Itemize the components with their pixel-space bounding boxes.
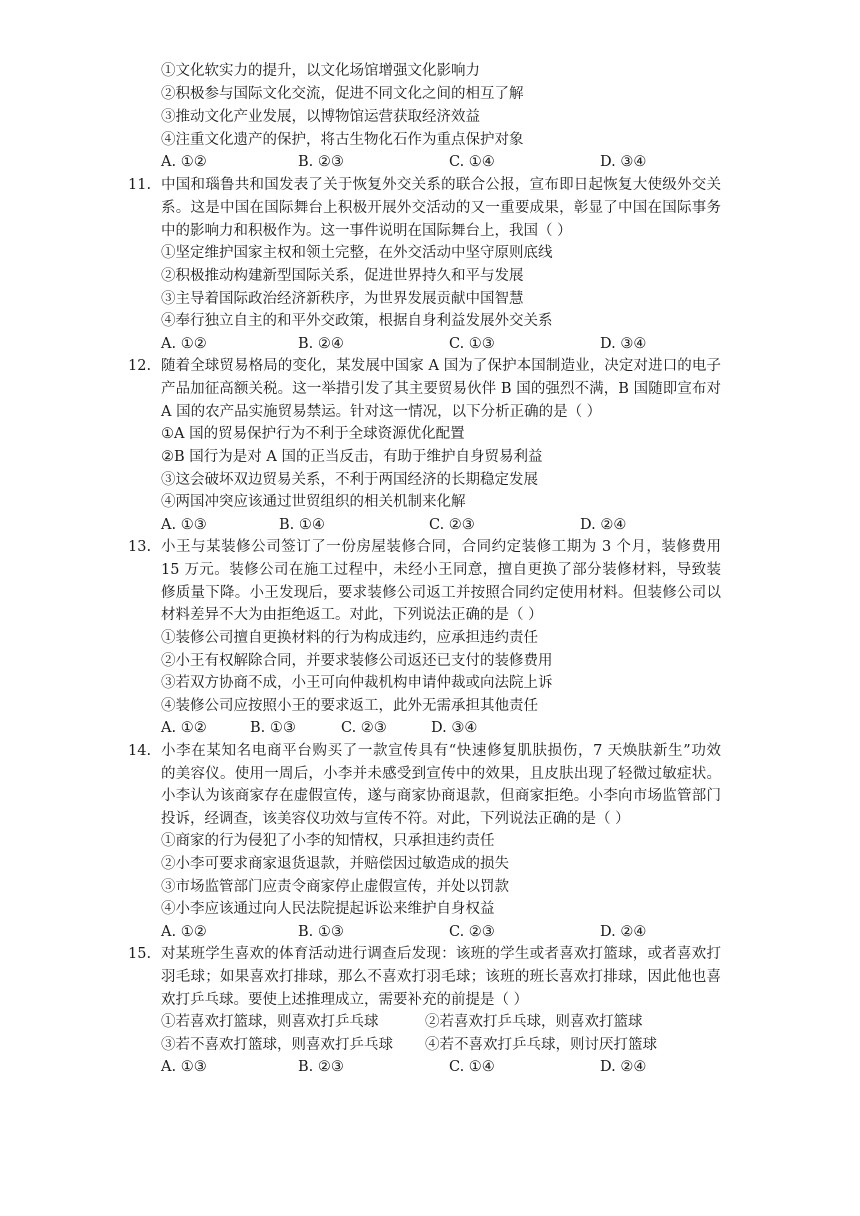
q14-option-c: C. ②③ — [449, 924, 495, 940]
q15-stem-1: 对某班学生喜欢的体育活动进行调查后发现：该班的学生或者喜欢打篮球，或者喜欢打 — [161, 946, 721, 962]
q14-option-b: B. ①③ — [298, 924, 344, 940]
q15-statement-2: ②若喜欢打乒乓球，则喜欢打篮球 — [425, 1014, 643, 1030]
q15-option-a: A. ①③ — [161, 1059, 207, 1075]
q13-option-d: D. ③④ — [431, 720, 478, 736]
q10-statement-3: ③推动文化产业发展，以博物馆运营获取经济效益 — [161, 109, 480, 125]
q15-option-c: C. ①④ — [449, 1059, 495, 1075]
q13-option-a: A. ①② — [161, 720, 207, 736]
q12-stem-1: 随着全球贸易格局的变化，某发展中国家 A 国为了保护本国制造业，决定对进口的电子 — [161, 358, 721, 374]
q11-statement-4: ④奉行独立自主的和平外交政策，根据自身利益发展外交关系 — [161, 313, 553, 329]
q10-statement-1: ①文化软实力的提升，以文化场馆增强文化影响力 — [161, 63, 480, 79]
q14-stem-2: 的美容仪。使用一周后，小李并未感受到宣传中的效果，且皮肤出现了轻微过敏症状。 — [161, 766, 721, 782]
q13-statement-1: ①装修公司擅自更换材料的行为构成违约，应承担违约责任 — [161, 630, 538, 646]
q11-option-c: C. ①③ — [449, 336, 495, 352]
q11-stem-3: 中的影响力和积极作为。这一事件说明在国际舞台上，我国（ ） — [161, 223, 572, 239]
q12-statement-3: ③这会破坏双边贸易关系，不利于两国经济的长期稳定发展 — [161, 472, 538, 488]
q12-statement-2: ②B 国行为是对 A 国的正当反击，有助于维护自身贸易利益 — [161, 449, 543, 465]
q14-option-d: D. ②④ — [600, 924, 647, 940]
q14-stem-1: 小李在某知名电商平台购买了一款宣传具有“快速修复肌肤损伤，7 天焕肤新生”功效 — [161, 743, 721, 759]
q15-statement-4: ④若不喜欢打乒乓球，则讨厌打篮球 — [425, 1037, 657, 1053]
q13-statement-2: ②小王有权解除合同，并要求装修公司返还已支付的装修费用 — [161, 653, 553, 669]
q12-option-c: C. ②③ — [429, 517, 475, 533]
q10-option-c: C. ①④ — [449, 154, 495, 170]
q11-statement-2: ②积极推动构建新型国际关系，促进世界持久和平与发展 — [161, 268, 524, 284]
q14-option-a: A. ①② — [161, 924, 207, 940]
q11-stem-2: 系。这是中国在国际舞台上积极开展外交活动的又一重要成果，彰显了中国在国际事务 — [161, 200, 721, 216]
q12-option-d: D. ②④ — [580, 517, 627, 533]
q14-number: 14. — [128, 743, 152, 759]
q14-stem-3: 小李认为该商家存在虚假宣传，遂与商家协商退款，但商家拒绝。小李向市场监管部门 — [161, 788, 721, 804]
q14-statement-2: ②小李可要求商家退货退款，并赔偿因过敏造成的损失 — [161, 856, 509, 872]
q13-option-b: B. ①③ — [250, 720, 296, 736]
q12-number: 12. — [128, 358, 152, 374]
q14-statement-3: ③市场监管部门应责令商家停止虚假宣传，并处以罚款 — [161, 879, 509, 895]
q11-option-d: D. ③④ — [600, 336, 647, 352]
q12-stem-2: 产品加征高额关税。这一举措引发了其主要贸易伙伴 B 国的强烈不满，B 国随即宣布对 — [161, 381, 721, 397]
q13-stem-4: 材料差异不大为由拒绝返工。对此，下列说法正确的是（ ） — [161, 607, 543, 623]
q13-stem-3: 修质量下降。小王发现后，要求装修公司返工并按照合同约定使用材料。但装修公司以 — [161, 585, 721, 601]
q15-stem-2: 羽毛球；如果喜欢打排球，那么不喜欢打羽毛球；该班的班长喜欢打排球，因此他也喜 — [161, 969, 721, 985]
q13-number: 13. — [128, 539, 152, 555]
q12-option-b: B. ①④ — [279, 517, 325, 533]
q15-statement-1: ①若喜欢打篮球，则喜欢打乒乓球 — [161, 1014, 379, 1030]
q11-statement-3: ③主导着国际政治经济新秩序，为世界发展贡献中国智慧 — [161, 291, 524, 307]
q10-option-b: B. ②③ — [298, 154, 344, 170]
q11-option-b: B. ②④ — [298, 336, 344, 352]
q11-number: 11. — [128, 177, 152, 193]
q12-option-a: A. ①③ — [161, 517, 207, 533]
q12-stem-3: A 国的农产品实施贸易禁运。针对这一情况，以下分析正确的是（ ） — [161, 404, 602, 420]
q10-statement-4: ④注重文化遗产的保护，将古生物化石作为重点保护对象 — [161, 132, 524, 148]
q13-stem-1: 小王与某装修公司签订了一份房屋装修合同，合同约定装修工期为 3 个月，装修费用 — [161, 539, 721, 555]
q10-option-d: D. ③④ — [600, 154, 647, 170]
q13-option-c: C. ②③ — [341, 720, 387, 736]
q14-statement-4: ④小李应该通过向人民法院提起诉讼来维护自身权益 — [161, 901, 495, 917]
q11-stem-1: 中国和瑙鲁共和国发表了关于恢复外交关系的联合公报，宣布即日起恢复大使级外交关 — [161, 177, 721, 193]
q14-stem-4: 投诉，经调查，该美容仪功效与宣传不符。对此，下列说法正确的是（ ） — [161, 811, 630, 827]
q11-statement-1: ①坚定维护国家主权和领土完整，在外交活动中坚守原则底线 — [161, 245, 553, 261]
q15-option-d: D. ②④ — [600, 1059, 647, 1075]
q13-statement-4: ④装修公司应按照小王的要求返工，此外无需承担其他责任 — [161, 698, 538, 714]
q15-number: 15. — [128, 946, 152, 962]
q13-statement-3: ③若双方协商不成，小王可向仲裁机构申请仲裁或向法院上诉 — [161, 675, 553, 691]
q13-stem-2: 15 万元。装修公司在施工过程中，未经小王同意，擅自更换了部分装修材料，导致装 — [161, 562, 721, 578]
q10-statement-2: ②积极参与国际文化交流，促进不同文化之间的相互了解 — [161, 86, 524, 102]
q15-stem-3: 欢打乒乓球。要使上述推理成立，需要补充的前提是（ ） — [161, 992, 529, 1008]
q12-statement-1: ①A 国的贸易保护行为不利于全球资源优化配置 — [161, 426, 465, 442]
q11-option-a: A. ①② — [161, 336, 207, 352]
q15-statement-3: ③若不喜欢打篮球，则喜欢打乒乓球 — [161, 1037, 393, 1053]
q15-option-b: B. ②③ — [298, 1059, 344, 1075]
q10-option-a: A. ①② — [161, 154, 207, 170]
q12-statement-4: ④两国冲突应该通过世贸组织的相关机制来化解 — [161, 494, 466, 510]
q14-statement-1: ①商家的行为侵犯了小李的知情权，只承担违约责任 — [161, 833, 495, 849]
